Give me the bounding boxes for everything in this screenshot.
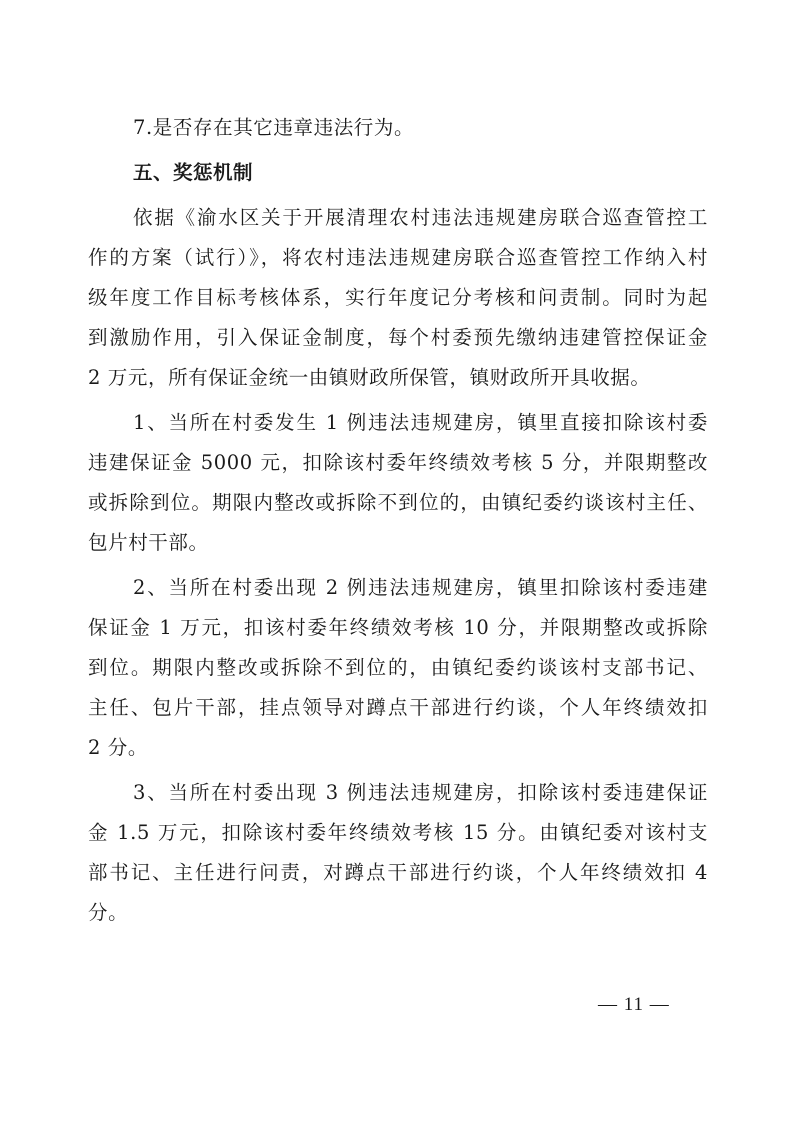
paragraph-line: 部书记、主任进行问责，对蹲点干部进行约谈，个人年终绩效扣 4 bbox=[88, 861, 708, 884]
paragraph-line: 级年度工作目标考核体系，实行年度记分考核和问责制。同时为起 bbox=[88, 286, 708, 309]
paragraph-line: 金 1.5 万元，扣除该村委年终绩效考核 15 分。由镇纪委对该村支 bbox=[88, 821, 708, 844]
page-number: — 11 — bbox=[598, 994, 670, 1015]
paragraph-line: 到激励作用，引入保证金制度，每个村委预先缴纳违建管控保证金 bbox=[88, 326, 708, 349]
list-item-7: 7.是否存在其它违章违法行为。 bbox=[133, 116, 415, 139]
paragraph-line: 到位。期限内整改或拆除不到位的，由镇纪委约谈该村支部书记、 bbox=[88, 656, 708, 679]
paragraph-line: 3、当所在村委出现 3 例违法违规建房，扣除该村委违建保证 bbox=[133, 781, 708, 804]
paragraph-line: 2、当所在村委出现 2 例违法违规建房，镇里扣除该村委违建 bbox=[133, 576, 708, 599]
paragraph-line: 保证金 1 万元，扣该村委年终绩效考核 10 分，并限期整改或拆除 bbox=[88, 616, 708, 639]
paragraph-line: 或拆除到位。期限内整改或拆除不到位的，由镇纪委约谈该村主任、 bbox=[88, 491, 708, 514]
paragraph-line: 主任、包片干部，挂点领导对蹲点干部进行约谈，个人年终绩效扣 bbox=[88, 696, 708, 719]
paragraph-line: 包片村干部。 bbox=[88, 531, 209, 554]
paragraph-line: 依据《渝水区关于开展清理农村违法违规建房联合巡查管控工 bbox=[133, 206, 708, 229]
section-heading: 五、奖惩机制 bbox=[133, 161, 254, 184]
paragraph-line: 2 万元，所有保证金统一由镇财政所保管，镇财政所开具收据。 bbox=[88, 366, 651, 389]
paragraph-line: 分。 bbox=[88, 901, 129, 924]
paragraph-line: 违建保证金 5000 元，扣除该村委年终绩效考核 5 分，并限期整改 bbox=[88, 451, 708, 474]
paragraph-line: 2 分。 bbox=[88, 736, 149, 759]
paragraph-line: 1、当所在村委发生 1 例违法违规建房，镇里直接扣除该村委 bbox=[133, 411, 708, 434]
paragraph-line: 作的方案（试行）》，将农村违法违规建房联合巡查管控工作纳入村 bbox=[88, 246, 708, 269]
